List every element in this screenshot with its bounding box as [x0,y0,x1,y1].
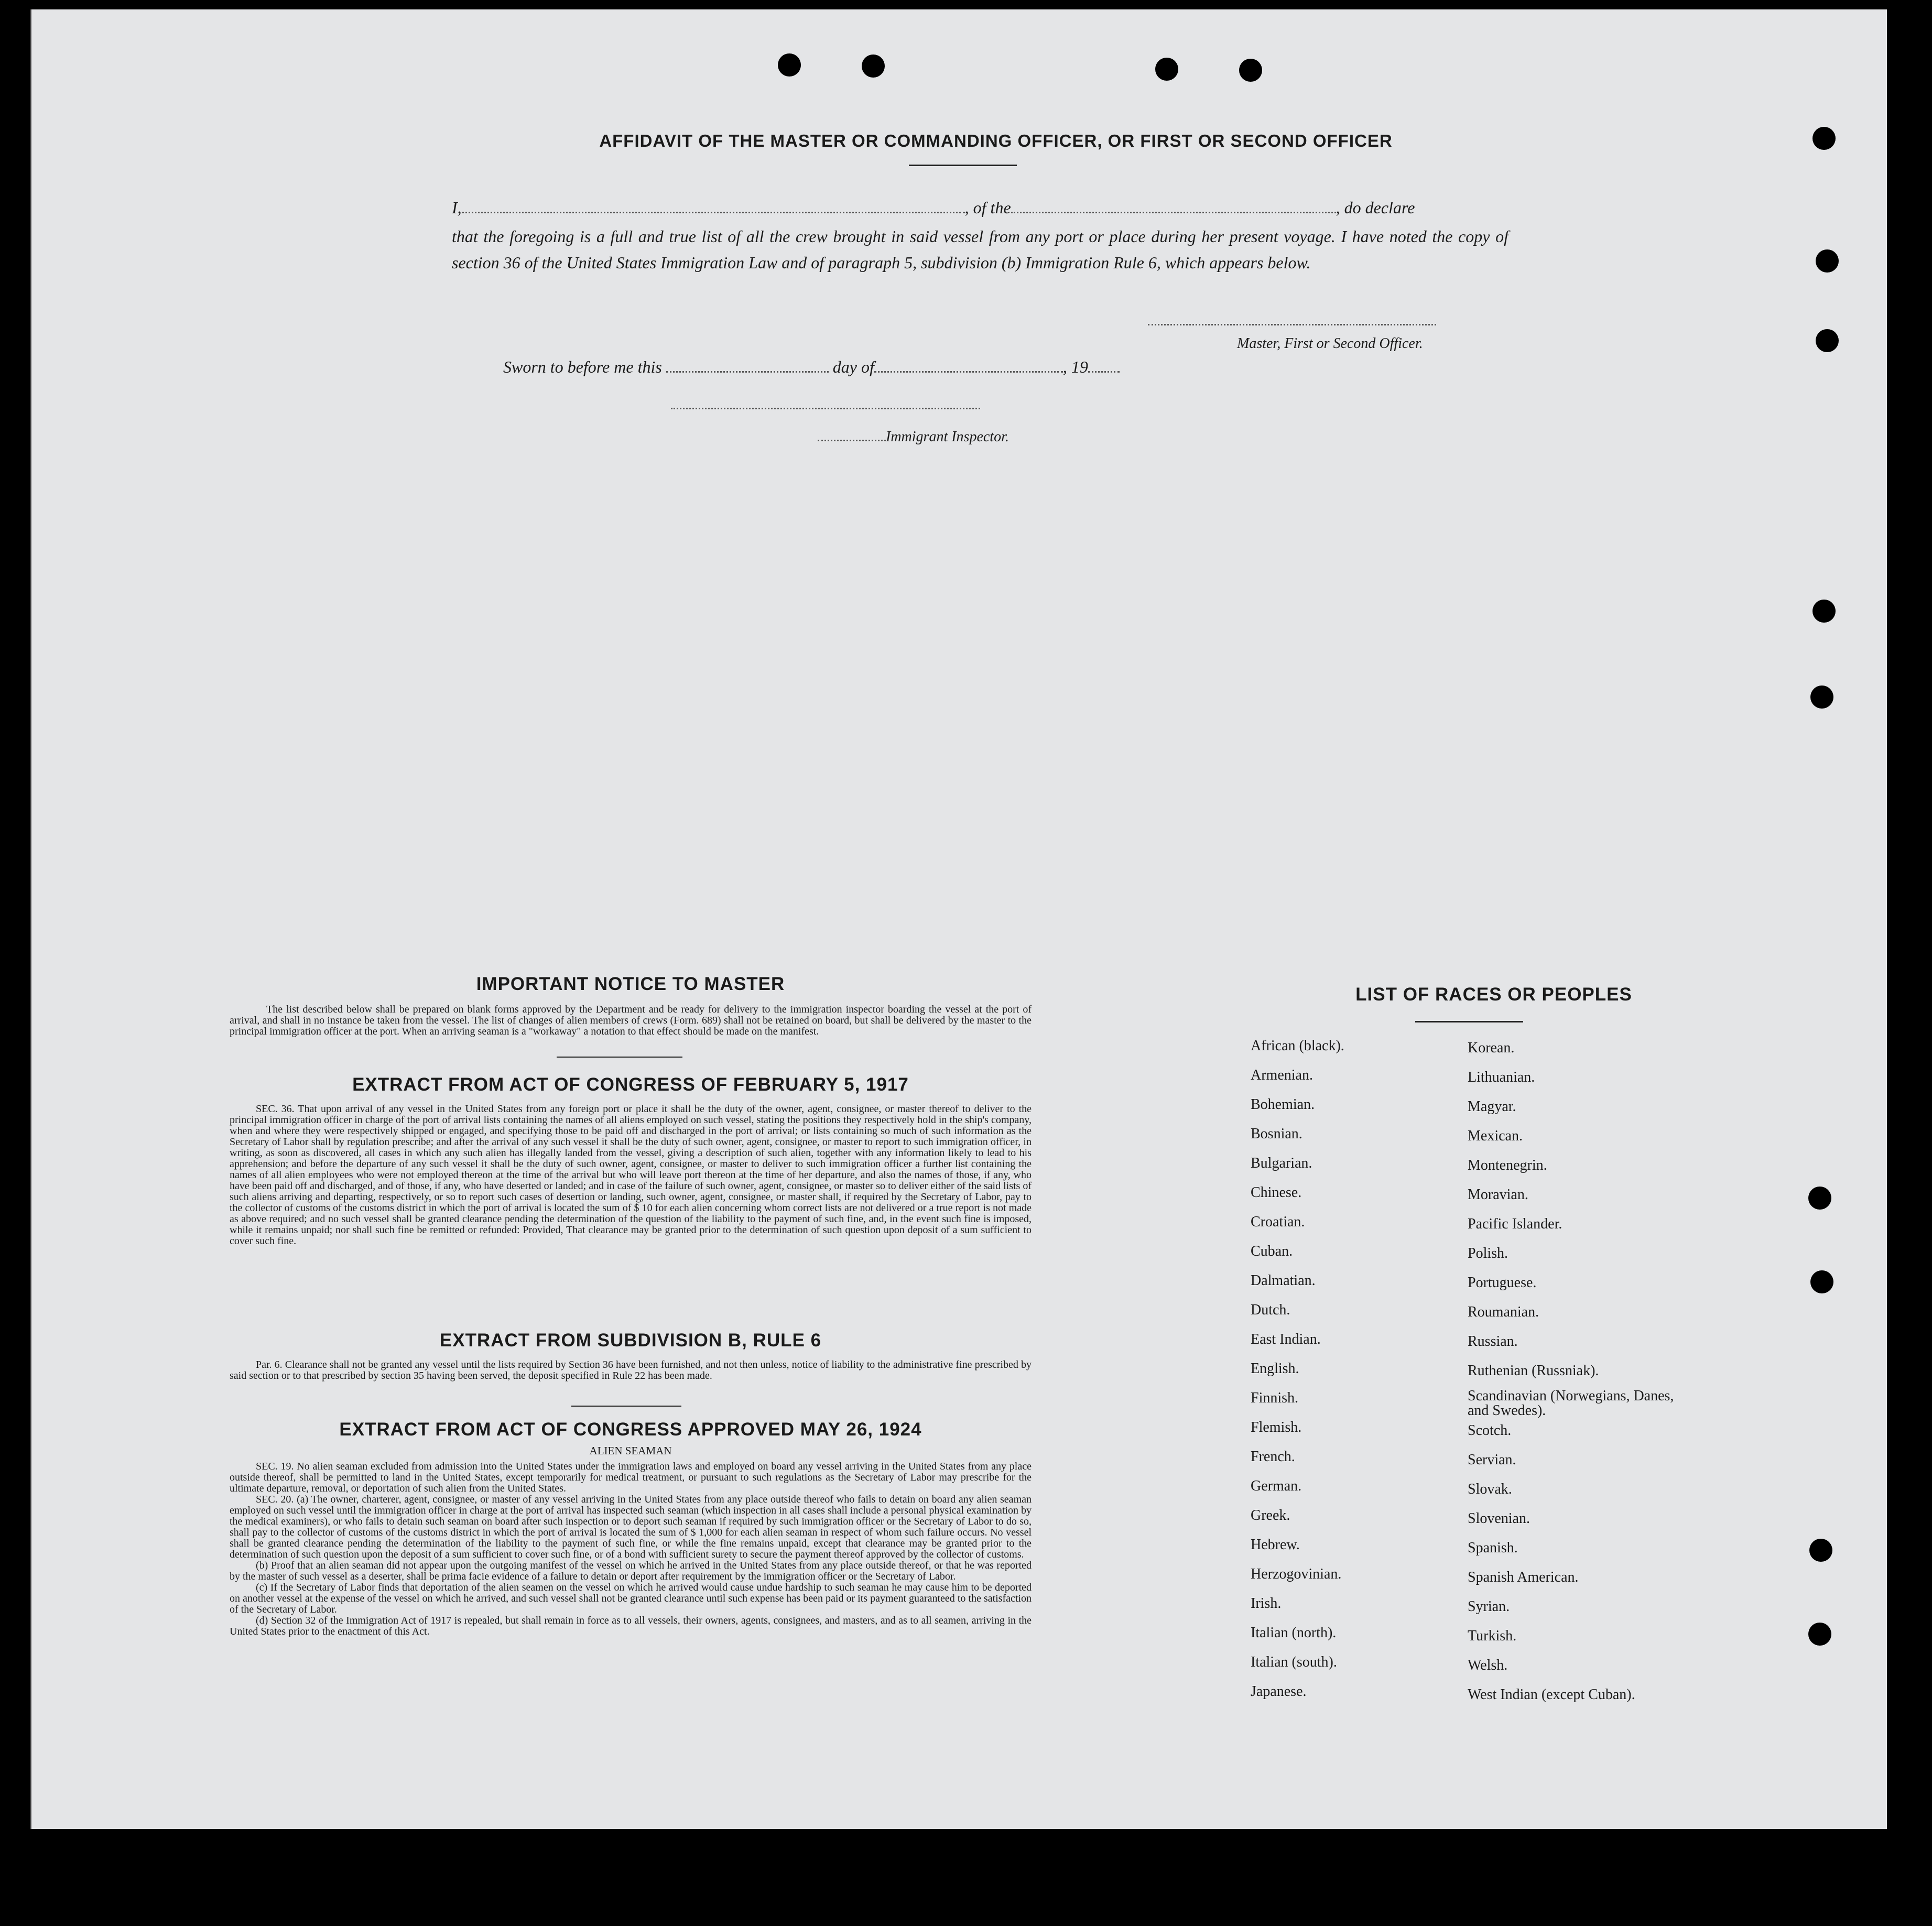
extract-1924-paragraph: SEC. 19. No alien seaman excluded from admission into the United States under the immigration laws and employed on board any vessel arriving in the United States from any place outside thereof, shall be permitted to land in the United States, except temporarily for medical treatment, or pursuant to such regulations as the Secretary of Labor may prescribe for the ultimate departure, removal, or deportation of such alien from the United States. [230,1461,1032,1494]
race-item: Chinese. [1251,1184,1302,1201]
punch-hole [1239,59,1262,82]
notice-title: IMPORTANT NOTICE TO MASTER [476,974,785,994]
race-item: Welsh. [1468,1657,1508,1673]
affidavit-of-the: , of the [964,198,1011,217]
races-title: LIST OF RACES OR PEOPLES [1355,984,1632,1005]
divider [1415,1021,1523,1022]
punch-hole [1809,1539,1832,1562]
race-item: Greek. [1251,1507,1290,1524]
race-item: Cuban. [1251,1243,1293,1259]
affidavit-title: AFFIDAVIT OF THE MASTER OR COMMANDING OFFICER, OR FIRST OR SECOND OFFICER [599,131,1393,150]
race-item: Bulgarian. [1251,1155,1312,1171]
punch-hole [1155,58,1178,81]
punch-hole [778,53,801,77]
race-item: Spanish American. [1468,1569,1579,1585]
vessel-blank[interactable] [1011,202,1336,213]
race-item: Pacific Islander. [1468,1216,1562,1232]
master-signature-line[interactable] [1148,324,1436,325]
race-item: Syrian. [1468,1598,1510,1615]
extract-1924-paragraph: (c) If the Secretary of Labor finds that deportation of the alien seamen on the vessel on which he arrived would cause undue hardship to such seaman he may cause him to be deported on another vessel at the expense of the vessel on which he arrived, and such vessel shall not be granted clearance until such expense has been paid or its payment guaranteed to the satisfaction of the Secretary of Labor. [230,1582,1032,1615]
race-item: Servian. [1468,1452,1516,1468]
race-item: Mexican. [1468,1128,1523,1144]
race-item: Bohemian. [1251,1096,1315,1113]
race-item: Magyar. [1468,1098,1516,1115]
race-item: Moravian. [1468,1187,1528,1203]
race-item: Turkish. [1468,1628,1517,1644]
race-item: West Indian (except Cuban). [1468,1686,1635,1703]
punch-hole [1812,600,1836,623]
race-item: Dutch. [1251,1302,1290,1318]
extract-1924-paragraph: (d) Section 32 of the Immigration Act of 1917 is repealed, but shall remain in force as to all vessels, their owners, agents, consignees, and masters, and as to all seamen, arriving in the United States prior to the enactment of this Act. [230,1615,1032,1637]
race-item: Herzogovinian. [1251,1566,1342,1582]
sworn-day-blank[interactable] [666,362,829,373]
inspector-signature-line[interactable] [671,408,980,409]
race-item: Finnish. [1251,1390,1299,1406]
extract-1924-paragraph: SEC. 20. (a) The owner, charterer, agent, consignee, or master of any vessel arriving in the United States from any place outside thereof who fails to detain on board any alien seaman employed on such vessel until the immigration officer in charge at the port of arrival has inspected such seaman (which inspection in all cases shall include a personal physical examination by the medical examiners), or who fails to detain such seaman on board after such inspection or to deport such seaman if required by such immigration officer or the Secretary of Labor to do so, shall pay to the collector of customs of the customs district in which the port of arrival is located the sum of $ 1,000 for each alien seaman in respect of whom such failure occurs. No vessel shall be granted clearance pending the determination of the liability to the payment of such fine, or while the fine remains unpaid, except that clearance may be granted prior to the determination of such question upon the deposit of a sum sufficient to cover such fine, or of a bond with sufficient surety to secure the payment thereof approved by the collector of customs. [230,1494,1032,1560]
race-item: Roumanian. [1468,1304,1539,1320]
punch-hole [1808,1187,1831,1210]
sworn-day-of: day of [832,357,874,376]
race-item: Portuguese. [1468,1275,1537,1291]
race-item: Ruthenian (Russniak). [1468,1363,1599,1379]
race-item: Italian (south). [1251,1654,1337,1670]
race-item: East Indian. [1251,1331,1321,1347]
race-item: Lithuanian. [1468,1069,1535,1085]
sworn-prefix: Sworn to before me this [503,357,662,376]
form-sheet [30,9,1887,1829]
punch-hole [862,55,885,78]
race-item: Scandinavian (Norwegians, Danes, and Swedes). [1468,1388,1674,1419]
punch-hole [1810,1270,1833,1293]
sworn-month-blank[interactable] [874,362,1063,373]
punch-hole [1812,127,1836,150]
sworn-year: , 19 [1062,357,1088,376]
race-item: Korean. [1468,1040,1515,1056]
race-item: English. [1251,1361,1299,1377]
inspector-blank[interactable] [818,430,886,441]
race-item: Croatian. [1251,1214,1305,1230]
extract-rule6-title: EXTRACT FROM SUBDIVISION B, RULE 6 [439,1330,822,1351]
race-item: Slovak. [1468,1481,1512,1497]
extract-1917-title: EXTRACT FROM ACT OF CONGRESS OF FEBRUARY 5, 1917 [352,1074,909,1095]
race-item: Armenian. [1251,1067,1313,1083]
inspector-label-row [818,429,1009,445]
punch-hole [1808,1623,1831,1646]
race-item: Scotch. [1468,1422,1512,1439]
race-item: Flemish. [1251,1419,1302,1435]
affidavit-body: that the foregoing is a full and true list of all the crew brought in said vessel from any port or place during her present voyage. I have noted the copy of section 36 of the United States Immigration Law and of paragraph 5, subdivision (b) Immigration Rule 6, which appears below. [452,227,1508,272]
race-item: German. [1251,1478,1302,1494]
race-item: Montenegrin. [1468,1157,1547,1173]
punch-hole [1816,249,1839,273]
race-item: Spanish. [1468,1540,1518,1556]
inspector-label: Immigrant Inspector. [886,429,1009,445]
extract-1924-text [230,1461,1032,1637]
race-item: Russian. [1468,1333,1518,1350]
name-blank[interactable] [462,202,965,213]
race-item: Hebrew. [1251,1537,1300,1553]
punch-hole [1810,685,1833,709]
race-item: French. [1251,1449,1295,1465]
affidavit-declaration-line [452,198,1508,217]
extract-1924-title: EXTRACT FROM ACT OF CONGRESS APPROVED MAY 26, 1924 [339,1419,922,1440]
race-item: Slovenian. [1468,1510,1530,1527]
affidavit-i: I, [452,198,462,217]
affidavit-do-declare: , do declare [1336,198,1415,217]
extract-rule6-text: Par. 6. Clearance shall not be granted any vessel until the lists required by Section 36 have been furnished, and not then unless, notice of liability to the administrative fine prescribed by said section or to that prescribed by section 35 having been served, the deposit specified in Rule 22 has been made. [230,1359,1032,1381]
extract-1917-text: SEC. 36. That upon arrival of any vessel in the United States from any foreign port or place it shall be the duty of the owner, agent, consignee, or master thereof to deliver to the principal immigration officer in charge of the port of arrival lists containing the names of all aliens employed on such vessel, stating the positions they respectively hold in the ship's company, when and where they were respectively shipped or engaged, and specifying those to be paid off and discharged in the port of arrival; or lists containing so much of such information as the Secretary of Labor shall by regulation prescribe; and after the arrival of any such vessel it shall be the duty of such owner, agent, consignee, or master to report to such immigration officer, in writing, as soon as discovered, all cases in which any such alien has illegally landed from the vessel, giving a description of such alien, together with any information likely to lead to his apprehension; and before the departure of any such vessel it shall be the duty of such owner, agent, consignee, or master to deliver to such immigration officer a further list containing the names of all alien employees who were not employed thereon at the time of the arrival but who will leave port thereon at the time of her departure, and also the names of those, if any, who have been paid off and discharged, and of those, if any, who have deserted or landed; and in case of the failure of such owner, agent, consignee, or master so to deliver either of the said lists of such aliens arriving and departing, respectively, or so to report such cases of desertion or landing, such owner, agent, consignee, or master shall, if required by the Secretary of Labor, pay to the collector of customs of the customs district in which the port of arrival is located the sum of $ 10 for each alien concerning whom correct lists are not delivered or a true report is not made as above required; and no such vessel shall be granted clearance pending the determination of the question of the liability to the payment of such fine, and, in the event such fine is imposed, while it remains unpaid; nor shall such fine be remitted or refunded: Provided, That clearance may be granted prior to the determination of such question upon deposit of a sum sufficient to cover such fine. [230,1103,1032,1247]
race-item: African (black). [1251,1038,1344,1054]
divider [557,1057,682,1058]
notice-text: The list described below shall be prepared on blank forms approved by the Department and be ready for delivery to the immigration inspector boarding the vessel at the port of arrival, and shall in no instance be taken from the vessel. The list of changes of alien members of crews (Form. 689) shall not be retained on board, but shall be delivered by the master to the principal immigration officer at the port. When an arriving seaman is a "workaway" a notation to that effect should be made on the manifest. [230,1004,1032,1037]
race-item: Dalmatian. [1251,1272,1316,1289]
divider [909,165,1017,166]
race-item: Irish. [1251,1595,1282,1612]
extract-1924-paragraph: (b) Proof that an alien seaman did not appear upon the outgoing manifest of the vessel on which he arrived in the United States from any place outside thereof, or that he was reported by the master of such vessel as a deserter, shall be prima facie evidence of a failure to detain or deport after requirement by the immigration officer or the Secretary of Labor. [230,1560,1032,1582]
divider [571,1406,681,1407]
race-item: Italian (north). [1251,1625,1337,1641]
sworn-line [503,357,1120,377]
punch-hole [1816,329,1839,352]
race-item: Japanese. [1251,1683,1307,1700]
race-item: Polish. [1468,1245,1508,1261]
sworn-year-blank[interactable] [1088,362,1120,373]
extract-1924-subtitle: ALIEN SEAMAN [589,1444,672,1457]
master-signature-label: Master, First or Second Officer. [1237,335,1423,352]
race-item: Bosnian. [1251,1126,1303,1142]
